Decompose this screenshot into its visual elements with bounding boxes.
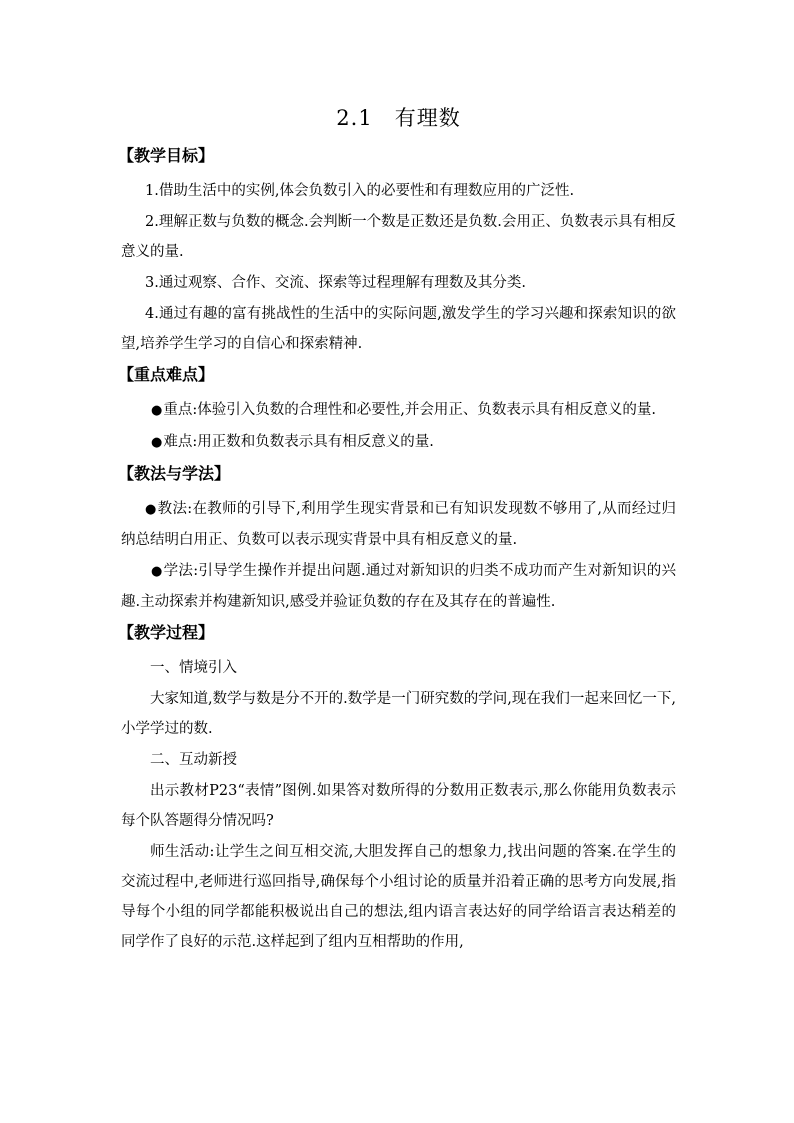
objective-item-3: 3.通过观察、合作、交流、探索等过程理解有理数及其分类.: [145, 275, 526, 291]
process-paragraph-1: 大家知道,数学与数是分不开的.数学是一门研究数的学问,现在我们一起来回忆一下,小学学过的数.: [121, 691, 676, 737]
key-point-text: 难点:用正数和负数表示具有相反意义的量.: [163, 434, 434, 450]
objective-item-1: 1.借助生活中的实例,体会负数引入的必要性和有理数应用的广泛性.: [145, 183, 575, 199]
process-subheading-2: 二、互动新授: [150, 752, 237, 768]
method-item-1: [121, 494, 676, 555]
section-heading-process: 【教学过程】: [118, 623, 215, 642]
objective-item-2: 2.理解正数与负数的概念.会判断一个数是正数还是负数.会用正、负数表示具有相反意义的量.: [121, 214, 676, 260]
bullet-dot-icon: ●: [151, 435, 163, 450]
objective-item-4: 4.通过有趣的富有挑战性的生活中的实际问题,激发学生的学习兴趣和探索知识的欲望,培养学生学习的自信心和探索精神.: [121, 306, 676, 352]
method-text: 教法:在教师的引导下,利用学生现实背景和已有知识发现数不够用了,从而经过归纳总结明白用正、负数可以表示现实背景中具有相反意义的量.: [121, 501, 676, 548]
process-paragraph-3: 师生活动:让学生之间互相交流,大胆发挥自己的想象力,找出问题的答案.在学生的交流过程中,老师进行巡回指导,确保每个小组讨论的质量并沿着正确的思考方向发展,指导每个小组的同学都能积极说出自己的想法,组内语言表达好的同学给语言表达稍差的同学作了良好的示范.这样起到了组内互相帮助的作用,: [121, 844, 676, 950]
bullet-dot-icon: ●: [151, 564, 163, 579]
method-item-2: [121, 556, 676, 617]
bullet-dot-icon: ●: [151, 403, 163, 418]
section-heading-objectives: 【教学目标】: [118, 146, 215, 165]
method-text: 学法:引导学生操作并提出问题.通过对新知识的归类不成功而产生对新知识的兴趣.主动探索并构建新知识,感受并验证负数的存在及其存在的普遍性.: [121, 563, 677, 610]
key-point-text: 重点:体验引入负数的合理性和必要性,并会用正、负数表示具有相反意义的量.: [163, 402, 656, 418]
document-page: [118, 100, 677, 958]
process-subheading-1: 一、情境引入: [150, 660, 237, 676]
page-title: 2.1 有理数: [336, 106, 461, 130]
key-point-item-1: [121, 395, 676, 426]
key-point-item-2: [121, 427, 676, 458]
process-paragraph-2: 出示教材P23“表情”图例.如果答对数所得的分数用正数表示,那么你能用负数表示每个队答题得分情况吗?: [121, 783, 676, 829]
section-heading-key-points: 【重点难点】: [118, 365, 215, 384]
bullet-dot-icon: ●: [145, 502, 157, 517]
section-heading-methods: 【教法与学法】: [118, 464, 231, 483]
